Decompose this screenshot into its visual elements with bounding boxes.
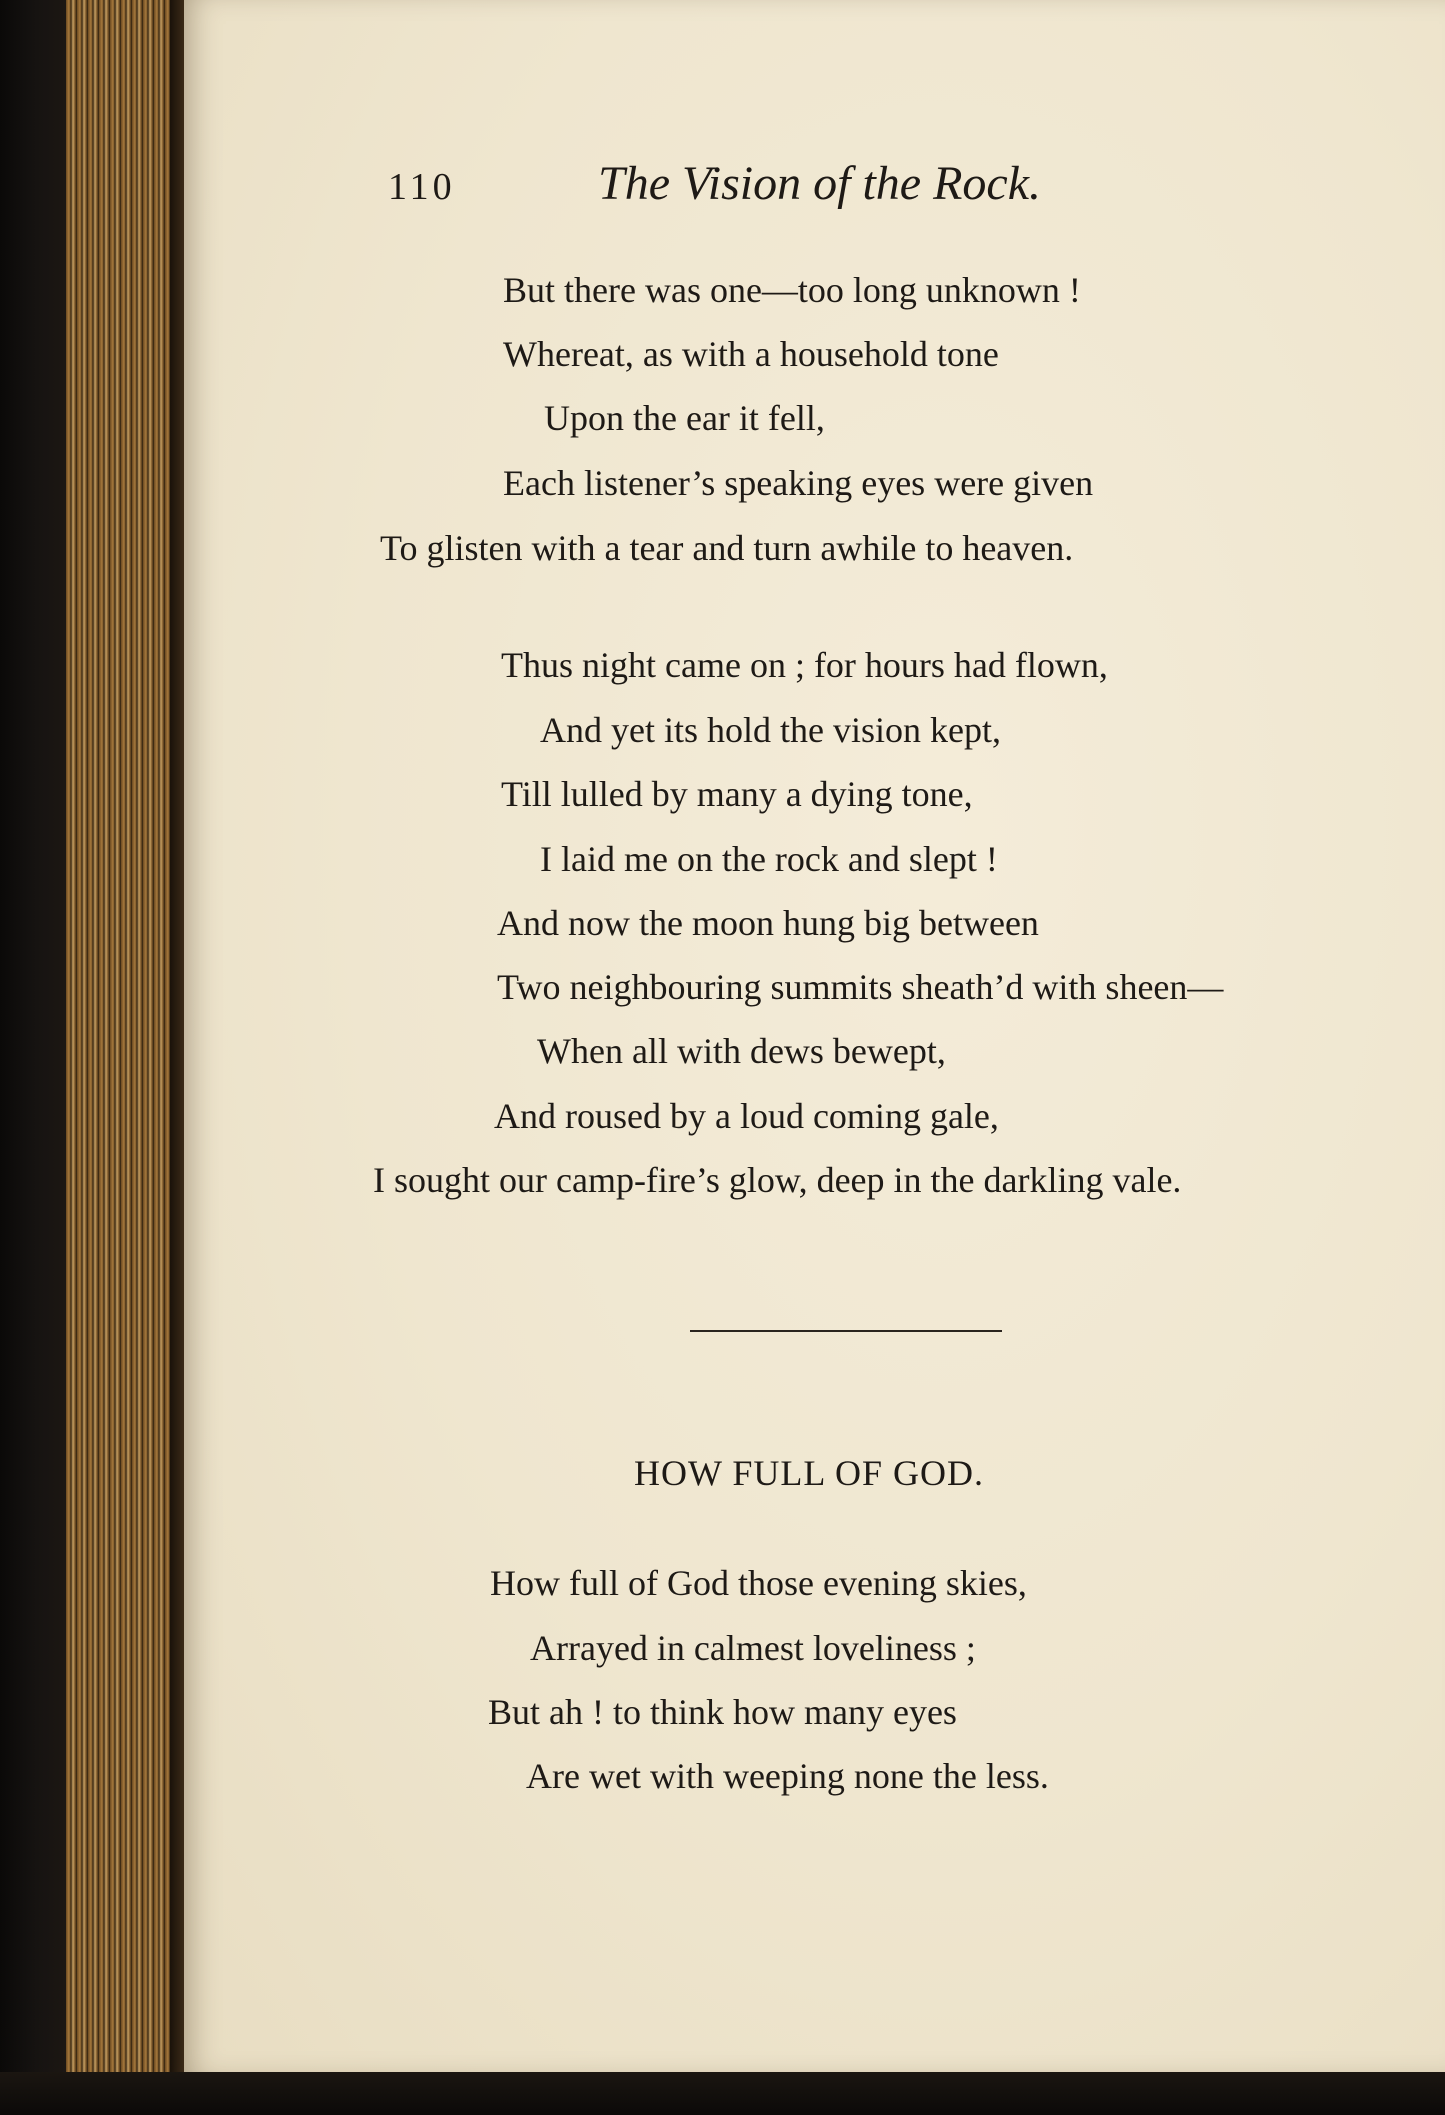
verse-line: Upon the ear it fell,	[544, 398, 825, 438]
verse-line: When all with dews bewept,	[537, 1031, 946, 1071]
verse-line: Thus night came on ; for hours had flown,	[501, 645, 1108, 685]
page-number: 110	[388, 166, 456, 208]
verse-line: Two neighbouring summits sheath’d with sheen—	[497, 967, 1224, 1007]
verse-line: And yet its hold the vision kept,	[540, 710, 1001, 750]
section-divider	[690, 1330, 1002, 1332]
verse-line: To glisten with a tear and turn awhile to heaven.	[380, 528, 1074, 568]
verse-line: Arrayed in calmest loveliness ;	[530, 1628, 976, 1668]
verse-line: But there was one—too long unknown !	[503, 270, 1081, 310]
show-through	[600, 610, 1220, 640]
page-edges	[66, 0, 184, 2078]
verse-line: Are wet with weeping none the less.	[526, 1756, 1049, 1796]
book-spine	[0, 0, 66, 2115]
verse-line: And roused by a loud coming gale,	[494, 1096, 999, 1136]
verse-line: Whereat, as with a household tone	[503, 334, 999, 374]
verse-line: I laid me on the rock and slept !	[540, 839, 998, 879]
bottom-edge	[0, 2072, 1445, 2115]
running-title: The Vision of the Rock.	[598, 157, 1042, 210]
verse-line: I sought our camp-fire’s glow, deep in the darkling vale.	[373, 1160, 1182, 1200]
verse-line: Till lulled by many a dying tone,	[501, 774, 973, 814]
verse-line: How full of God those evening skies,	[490, 1563, 1027, 1603]
verse-line: And now the moon hung big between	[497, 903, 1039, 943]
verse-line: Each listener’s speaking eyes were given	[503, 463, 1094, 503]
poem-title: HOW FULL OF GOD.	[634, 1453, 985, 1493]
verse-line: But ah ! to think how many eyes	[488, 1692, 957, 1732]
